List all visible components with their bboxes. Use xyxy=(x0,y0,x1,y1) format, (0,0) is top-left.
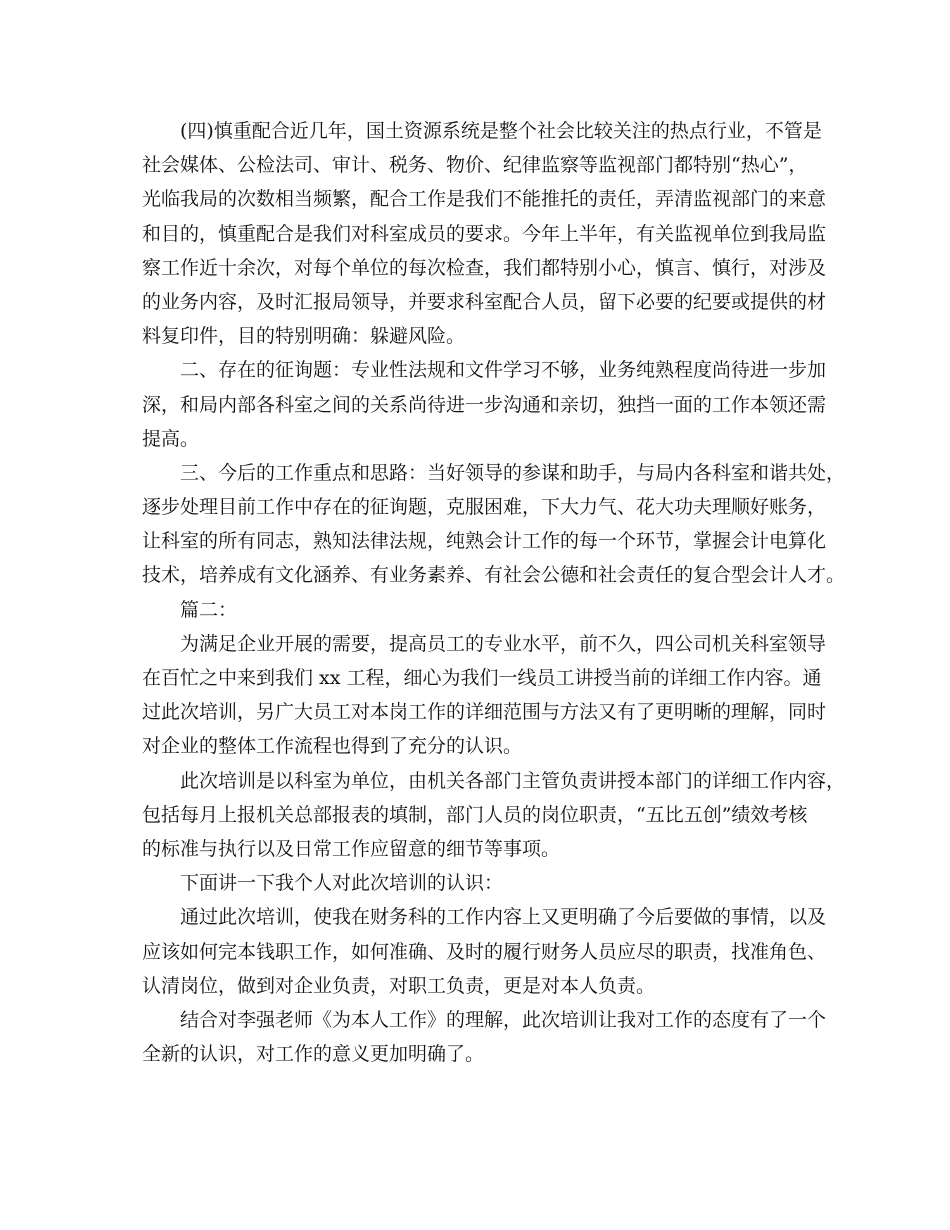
paragraph-4-line-3: 光临我局的次数相当频繁，配合工作是我们不能推托的责任，弄清监视部门的来意 xyxy=(142,188,827,211)
section-2-line-3: 提高。 xyxy=(142,427,200,450)
paragraph-4-line-5: 察工作近十余次，对每个单位的每次检查，我们都特别小心，慎言、慎行，对涉及 xyxy=(142,256,827,279)
part-two-paragraph-1-line-1: 为满足企业开展的需要，提高员工的专业水平，前不久，四公司机关科室领导 xyxy=(180,632,827,655)
part-two-paragraph-2-line-2: 包括每月上报机关总部报表的填制，部门人员的岗位职责，“五比五创”绩效考核 xyxy=(142,803,808,826)
paragraph-4-line-2: 社会媒体、公检法司、审计、税务、物价、纪律监察等监视部门都特别“热心”， xyxy=(142,154,808,177)
part-two-paragraph-1-line-4: 对企业的整体工作流程也得到了充分的认识。 xyxy=(142,735,523,758)
part-two-paragraph-1-line-2: 在百忙之中来到我们 xx 工程，细心为我们一线员工讲授当前的详细工作内容。通 xyxy=(142,667,822,689)
section-3-line-4: 技术，培养成有文化涵养、有业务素养、有社会公德和社会责任的复合型会计人才。 xyxy=(142,564,846,587)
part-two-paragraph-2-line-1: 此次培训是以科室为单位，由机关各部门主管负责讲授本部门的详细工作内容， xyxy=(180,769,846,792)
paragraph-4-line-7: 料复印件，目的特别明确：躲避风险。 xyxy=(142,325,466,348)
section-2-line-2: 深，和局内部各科室之间的关系尚待进一步沟通和亲切，独挡一面的工作本领还需 xyxy=(142,393,827,416)
paragraph-4-line-4: 和目的，慎重配合是我们对科室成员的要求。今年上半年，有关监视单位到我局监 xyxy=(142,222,827,245)
part-two-paragraph-4-line-1: 通过此次培训，使我在财务科的工作内容上又更明确了今后要做的事情，以及 xyxy=(180,906,827,929)
paragraph-4-line-6: 的业务内容，及时汇报局领导，并要求科室配合人员，留下必要的纪要或提供的材 xyxy=(142,290,827,313)
part-two-paragraph-5-line-2: 全新的认识，对工作的意义更加明确了。 xyxy=(142,1043,485,1066)
part-two-paragraph-3-line-1: 下面讲一下我个人对此次培训的认识： xyxy=(180,872,504,895)
section-3-line-1: 三、今后的工作重点和思路：当好领导的参谋和助手，与局内各科室和谐共处， xyxy=(180,461,846,484)
part-two-paragraph-1-line-3: 过此次培训，另广大员工对本岗工作的详细范围与方法又有了更明晰的理解，同时 xyxy=(142,701,827,724)
section-3-line-3: 让科室的所有同志，熟知法律法规，纯熟会计工作的每一个环节，掌握会计电算化 xyxy=(142,530,827,553)
part-two-paragraph-4-line-3: 认清岗位，做到对企业负责，对职工负责，更是对本人负责。 xyxy=(142,974,656,997)
part-two-paragraph-2-line-3: 的标准与执行以及日常工作应留意的细节等事项。 xyxy=(142,837,561,860)
part-two-paragraph-4-line-2: 应该如何完本钱职工作，如何准确、及时的履行财务人员应尽的职责，找准角色、 xyxy=(142,940,827,963)
part-two-paragraph-5-line-1: 结合对李强老师《为本人工作》的理解，此次培训让我对工作的态度有了一个 xyxy=(180,1008,827,1031)
section-2-line-1: 二、存在的征询题：专业性法规和文件学习不够，业务纯熟程度尚待进一步加 xyxy=(180,359,827,382)
paragraph-4-line-1: (四)慎重配合近几年，国土资源系统是整个社会比较关注的热点行业，不管是 xyxy=(180,120,822,142)
part-two-heading: 篇二： xyxy=(180,598,238,621)
section-3-line-2: 逐步处理目前工作中存在的征询题，克服困难，下大力气、花大功夫理顺好账务， xyxy=(142,496,827,519)
document-body xyxy=(142,114,846,1071)
